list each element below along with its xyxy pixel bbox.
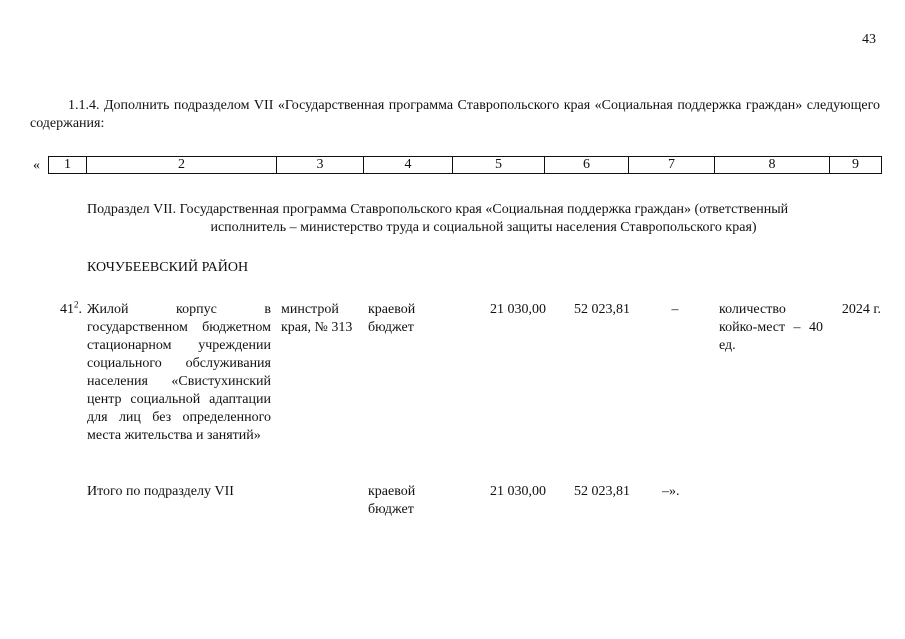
row-capacity: количество койко-мест – 40 ед. <box>719 302 823 353</box>
column-header-cell: 3 <box>277 157 364 174</box>
subsection-title-line1: Подраздел VII. Государственная программа Ставропольского края «Социальная поддержка граждан» (ответственный <box>87 202 789 217</box>
row-amount-col7: – <box>671 302 679 317</box>
intro-paragraph: 1.1.4. Дополнить подразделом VII «Государственная программа Ставропольского края «Социальная поддержка граждан» следующего содержания: <box>30 98 880 131</box>
column-header-cell: 4 <box>364 157 453 174</box>
column-header-cell: 6 <box>545 157 629 174</box>
row-number-superscript: 2 <box>74 299 79 310</box>
column-header-cell: 8 <box>715 157 830 174</box>
row-number-dot: . <box>78 302 82 317</box>
column-header-cell: 1 <box>49 157 87 174</box>
row-funding-source: краевой бюджет <box>368 302 416 335</box>
row-number <box>50 301 82 319</box>
subsection-title <box>87 201 880 237</box>
page-number: 43 <box>862 32 876 47</box>
row-amount-col6: 52 023,81 <box>574 302 630 317</box>
column-number-header <box>48 156 882 174</box>
table-open-quote: « <box>33 158 40 173</box>
column-header-cell: 7 <box>629 157 715 174</box>
total-amount-col5: 21 030,00 <box>490 484 546 499</box>
row-number-main: 41 <box>60 302 74 317</box>
row-executor: минстрой края, № 313 <box>281 302 353 335</box>
column-header-cell: 5 <box>453 157 545 174</box>
row-year: 2024 г. <box>841 302 881 317</box>
subsection-title-line2: исполнитель – министерство труда и социальной защиты населения Ставропольского края) <box>210 220 757 235</box>
column-header-cell: 2 <box>87 157 277 174</box>
column-header-cell: 9 <box>830 157 882 174</box>
row-object-name: Жилой корпус в государственном бюджетном стационарном учреждении социального обслуживания населения «Свистухинский центр социальной адаптации для лиц без определенного места жительства и занятий» <box>87 302 271 443</box>
total-label: Итого по подразделу VII <box>87 484 234 499</box>
row-amount-col5: 21 030,00 <box>490 302 546 317</box>
total-amount-col6: 52 023,81 <box>574 484 630 499</box>
region-heading: КОЧУБЕЕВСКИЙ РАЙОН <box>87 260 249 275</box>
total-funding-source: краевой бюджет <box>368 484 416 517</box>
total-amount-col7: –». <box>662 484 680 499</box>
